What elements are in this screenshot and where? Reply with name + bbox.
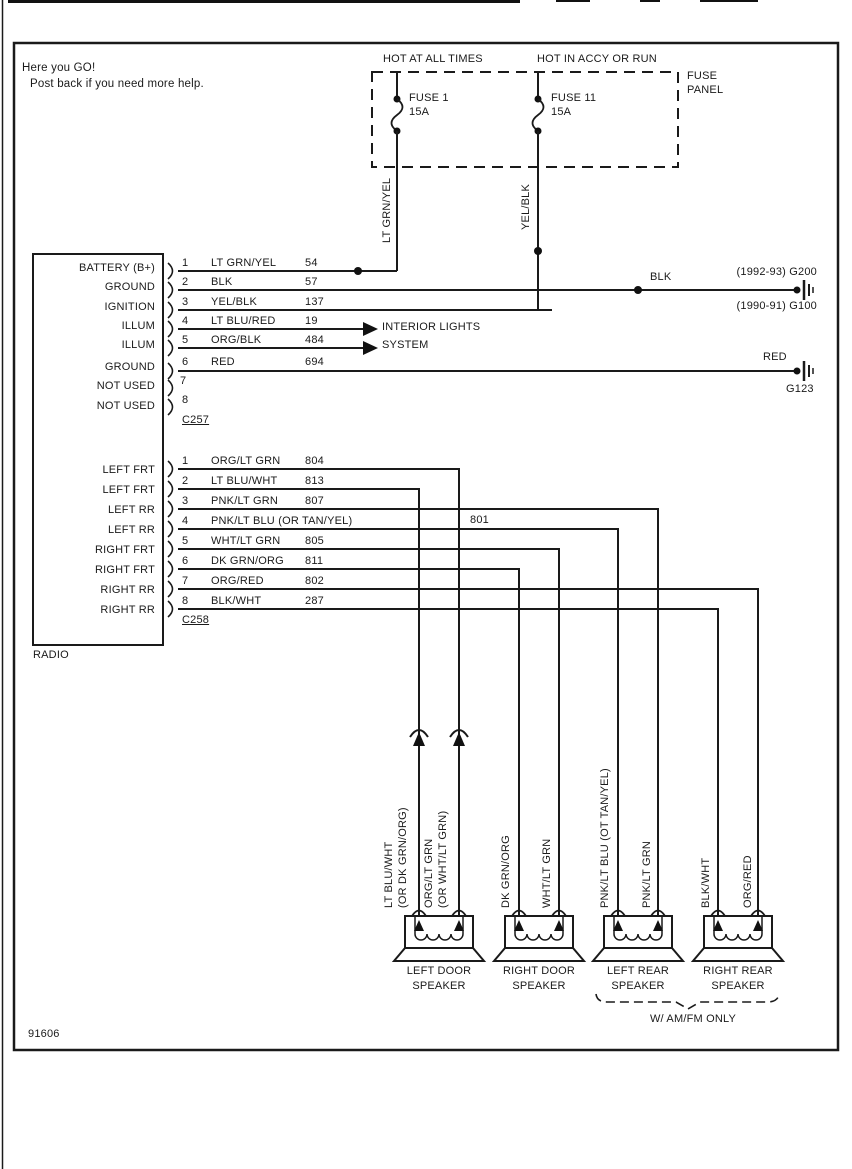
c257-pin-number: 7 — [180, 375, 187, 387]
connector-pin-icons — [168, 263, 173, 617]
speaker-name: RIGHT DOOR — [502, 965, 576, 977]
c257-circuit-number: 19 — [305, 315, 318, 327]
c257-wire-color: ORG/BLK — [211, 334, 262, 346]
c258-circuit-number: 813 — [305, 475, 324, 487]
c258-wire-color: PNK/LT BLU (OR TAN/YEL) — [211, 515, 353, 527]
c257-pin-number: 1 — [182, 257, 189, 269]
c258-wire-color: WHT/LT GRN — [211, 535, 281, 547]
speaker-wire-label: (OR DK GRN/ORG) — [397, 807, 409, 908]
speaker-name: LEFT REAR — [606, 965, 670, 977]
c257-wire-color: BLK — [211, 276, 233, 288]
speaker-icon-right-door — [494, 911, 584, 962]
ground-icon-g123 — [794, 361, 814, 381]
interior-lights-line-1: INTERIOR LIGHTS — [382, 321, 481, 333]
splice-icon — [354, 267, 362, 275]
c258-wire-color: ORG/RED — [211, 575, 264, 587]
c257-pin-number: 6 — [182, 356, 189, 368]
c258-pin-number: 2 — [182, 475, 189, 487]
speaker-icon-left-door — [394, 911, 484, 962]
speaker-wire-label: (OR WHT/LT GRN) — [437, 810, 449, 908]
c257-function: ILLUM — [121, 339, 155, 351]
fuse11-name: FUSE 11 — [551, 92, 597, 104]
c258-function: RIGHT FRT — [94, 564, 155, 576]
speaker-wire-label: PNK/LT BLU (OT TAN/YEL) — [599, 768, 611, 908]
c257-wire-color: LT GRN/YEL — [211, 257, 277, 269]
c258-circuit-number: 287 — [305, 595, 324, 607]
fuse1-wire-label: LT GRN/YEL — [381, 177, 393, 243]
note-line-1: Here you GO! — [22, 62, 96, 74]
c258-wire-color: PNK/LT GRN — [211, 495, 278, 507]
blk-wire-label: BLK — [650, 271, 672, 283]
c258-wire-color: ORG/LT GRN — [211, 455, 281, 467]
c258-circuit-number: 805 — [305, 535, 324, 547]
c258-connector-label: C258 — [182, 614, 210, 626]
speaker-wire-label: BLK/WHT — [700, 857, 712, 908]
c257-wire-color: YEL/BLK — [211, 296, 258, 308]
c258-pin-number: 3 — [182, 495, 189, 507]
c257-pin-number: 5 — [182, 334, 189, 346]
c258-pin-number: 1 — [182, 455, 189, 467]
c258-pin-number: 5 — [182, 535, 189, 547]
c257-circuit-number: 54 — [305, 257, 318, 269]
c257-function: GROUND — [104, 281, 155, 293]
c258-circuit-number: 802 — [305, 575, 324, 587]
c257-pin-number: 4 — [182, 315, 189, 327]
splice-icon — [534, 247, 542, 255]
doc-number: 91606 — [28, 1028, 60, 1040]
c258-circuit-number: 804 — [305, 455, 324, 467]
c257-connector-label: C257 — [182, 414, 210, 426]
c257-circuit-number: 137 — [305, 296, 324, 308]
speaker-name: SPEAKER — [611, 980, 665, 992]
speaker-name: LEFT DOOR — [406, 965, 472, 977]
c258-pin-number: 8 — [182, 595, 189, 607]
speaker-name: SPEAKER — [412, 980, 466, 992]
scan-artifacts — [8, 0, 758, 3]
speaker-wire-label: ORG/LT GRN — [423, 838, 435, 908]
c258-function: RIGHT RR — [100, 604, 155, 616]
speaker-wire-label: WHT/LT GRN — [541, 838, 553, 908]
c257-circuit-number: 694 — [305, 356, 324, 368]
fuse-11-icon — [533, 72, 544, 310]
fuse-panel-title-2: PANEL — [687, 84, 724, 96]
c257-function: BATTERY (B+) — [78, 262, 155, 274]
c258-function: LEFT FRT — [102, 464, 155, 476]
c257-function: GROUND — [104, 361, 155, 373]
fuse-panel-box — [372, 72, 678, 167]
c258-wire-color: LT BLU/WHT — [211, 475, 278, 487]
c257-pin-number: 3 — [182, 296, 189, 308]
c257-function: NOT USED — [96, 380, 155, 392]
fuse1-rating: 15A — [409, 106, 430, 118]
c258-pin-number: 7 — [182, 575, 189, 587]
ground-icon-g200-g100 — [794, 280, 814, 300]
radio-label: RADIO — [33, 649, 69, 661]
am-fm-brace — [596, 994, 779, 1009]
c257-circuit-number: 484 — [305, 334, 324, 346]
c257-wire-color: LT BLU/RED — [211, 315, 276, 327]
c258-pin-number: 6 — [182, 555, 189, 567]
interior-lights-line-2: SYSTEM — [382, 339, 429, 351]
c257-function: NOT USED — [96, 400, 155, 412]
c258-circuit-number: 801 — [470, 514, 489, 526]
flow-arrow-icon — [363, 322, 378, 336]
red-wire-label: RED — [763, 351, 787, 363]
c258-function: RIGHT RR — [100, 584, 155, 596]
speaker-icon-left-rear — [593, 911, 683, 962]
note-line-2: Post back if you need more help. — [30, 78, 204, 90]
fuse11-wire-label: YEL/BLK — [520, 183, 532, 230]
speaker-name: RIGHT REAR — [703, 965, 773, 977]
g100-label: (1990-91) G100 — [736, 300, 817, 312]
c258-circuit-number: 811 — [305, 555, 324, 567]
c257-wire-color: RED — [211, 356, 235, 368]
c258-function: LEFT RR — [107, 504, 155, 516]
fuse-panel-title-1: FUSE — [687, 70, 718, 82]
speaker-name: SPEAKER — [512, 980, 566, 992]
c258-function: RIGHT FRT — [94, 544, 155, 556]
flow-arrow-icon — [363, 341, 378, 355]
g200-label: (1992-93) G200 — [736, 266, 817, 278]
c258-circuit-number: 807 — [305, 495, 324, 507]
c257-function: ILLUM — [121, 320, 155, 332]
am-fm-note: W/ AM/FM ONLY — [649, 1013, 737, 1025]
c257-pin-number: 2 — [182, 276, 189, 288]
c257-pin-number: 8 — [182, 394, 189, 406]
speaker-wire-label: PNK/LT GRN — [641, 841, 653, 908]
c257-function: IGNITION — [104, 301, 155, 313]
c258-function: LEFT FRT — [102, 484, 155, 496]
speaker-wire-label: ORG/RED — [742, 855, 754, 908]
hot-at-all-times-label: HOT AT ALL TIMES — [383, 53, 483, 65]
splice-icon — [634, 286, 642, 294]
speaker-icon-right-rear — [693, 911, 783, 962]
c258-wire-color: BLK/WHT — [211, 595, 262, 607]
speaker-wire-label: LT BLU/WHT — [383, 841, 395, 908]
hot-in-accy-label: HOT IN ACCY OR RUN — [537, 53, 657, 65]
speaker-name: SPEAKER — [711, 980, 765, 992]
c258-function: LEFT RR — [107, 524, 155, 536]
fuse1-name: FUSE 1 — [409, 92, 449, 104]
c258-pin-number: 4 — [182, 515, 189, 527]
c258-wire-color: DK GRN/ORG — [211, 555, 284, 567]
fuse11-rating: 15A — [551, 106, 572, 118]
c257-circuit-number: 57 — [305, 276, 318, 288]
g123-label: G123 — [786, 383, 814, 395]
speaker-wire-label: DK GRN/ORG — [500, 835, 512, 908]
